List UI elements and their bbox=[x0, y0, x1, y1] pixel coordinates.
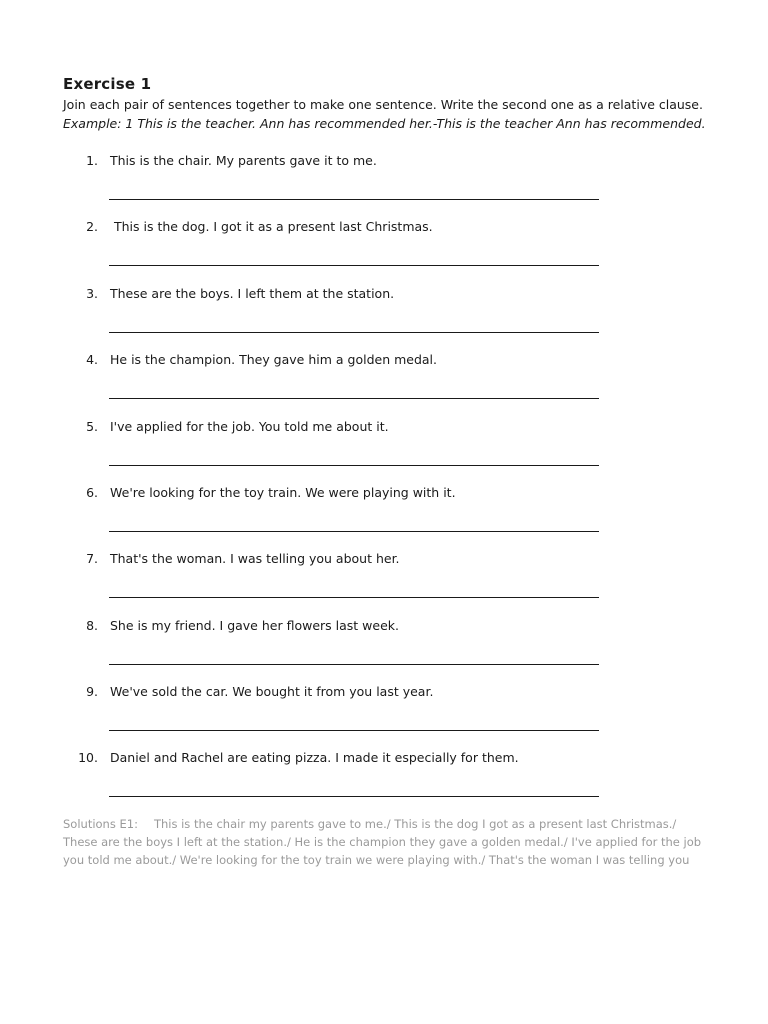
answer-line[interactable] bbox=[109, 199, 599, 200]
item-number: 10. bbox=[78, 750, 98, 765]
answer-line[interactable] bbox=[109, 531, 599, 532]
item-number: 1. bbox=[86, 153, 98, 168]
item-sentence: This is the chair. My parents gave it to me. bbox=[110, 153, 377, 168]
answer-line[interactable] bbox=[109, 265, 599, 266]
item-number: 2. bbox=[86, 219, 98, 234]
item-sentence: That's the woman. I was telling you about her. bbox=[110, 551, 400, 566]
item-number: 9. bbox=[86, 684, 98, 699]
item-number: 3. bbox=[86, 286, 98, 301]
item-number: 5. bbox=[86, 419, 98, 434]
answer-line[interactable] bbox=[109, 730, 599, 731]
answer-line[interactable] bbox=[109, 398, 599, 399]
item-number: 4. bbox=[86, 352, 98, 367]
exercise-instructions: Join each pair of sentences together to make one sentence. Write the second one as a relative clause. bbox=[63, 97, 703, 112]
answer-line[interactable] bbox=[109, 597, 599, 598]
item-number: 8. bbox=[86, 618, 98, 633]
exercise-example: Example: 1 This is the teacher. Ann has recommended her.-This is the teacher Ann has recommended. bbox=[63, 116, 706, 131]
answer-line[interactable] bbox=[109, 332, 599, 333]
item-number: 6. bbox=[86, 485, 98, 500]
item-sentence: We've sold the car. We bought it from you last year. bbox=[110, 684, 434, 699]
item-sentence: She is my friend. I gave her flowers last week. bbox=[110, 618, 399, 633]
solutions-text: This is the chair my parents gave to me./ This is the dog I got as a present last Christmas./ These are the boys I left at the station./ He is the champion they gave a golden medal./ I've applied for the job you told me about./ We're looking for the toy train we were playing with./ That's the woman I was telling you bbox=[63, 817, 702, 867]
solutions-block bbox=[63, 815, 713, 869]
item-sentence: I've applied for the job. You told me about it. bbox=[110, 419, 389, 434]
item-sentence: These are the boys. I left them at the station. bbox=[110, 286, 395, 301]
answer-line[interactable] bbox=[109, 664, 599, 665]
item-number: 7. bbox=[86, 551, 98, 566]
answer-line[interactable] bbox=[109, 796, 599, 797]
exercise-title: Exercise 1 bbox=[63, 75, 152, 93]
answer-line[interactable] bbox=[109, 465, 599, 466]
item-sentence: This is the dog. I got it as a present last Christmas. bbox=[110, 219, 433, 234]
item-sentence: We're looking for the toy train. We were playing with it. bbox=[110, 485, 456, 500]
solutions-label: Solutions E1: bbox=[63, 817, 138, 831]
item-sentence: He is the champion. They gave him a golden medal. bbox=[110, 352, 438, 367]
item-sentence: Daniel and Rachel are eating pizza. I made it especially for them. bbox=[110, 750, 519, 765]
